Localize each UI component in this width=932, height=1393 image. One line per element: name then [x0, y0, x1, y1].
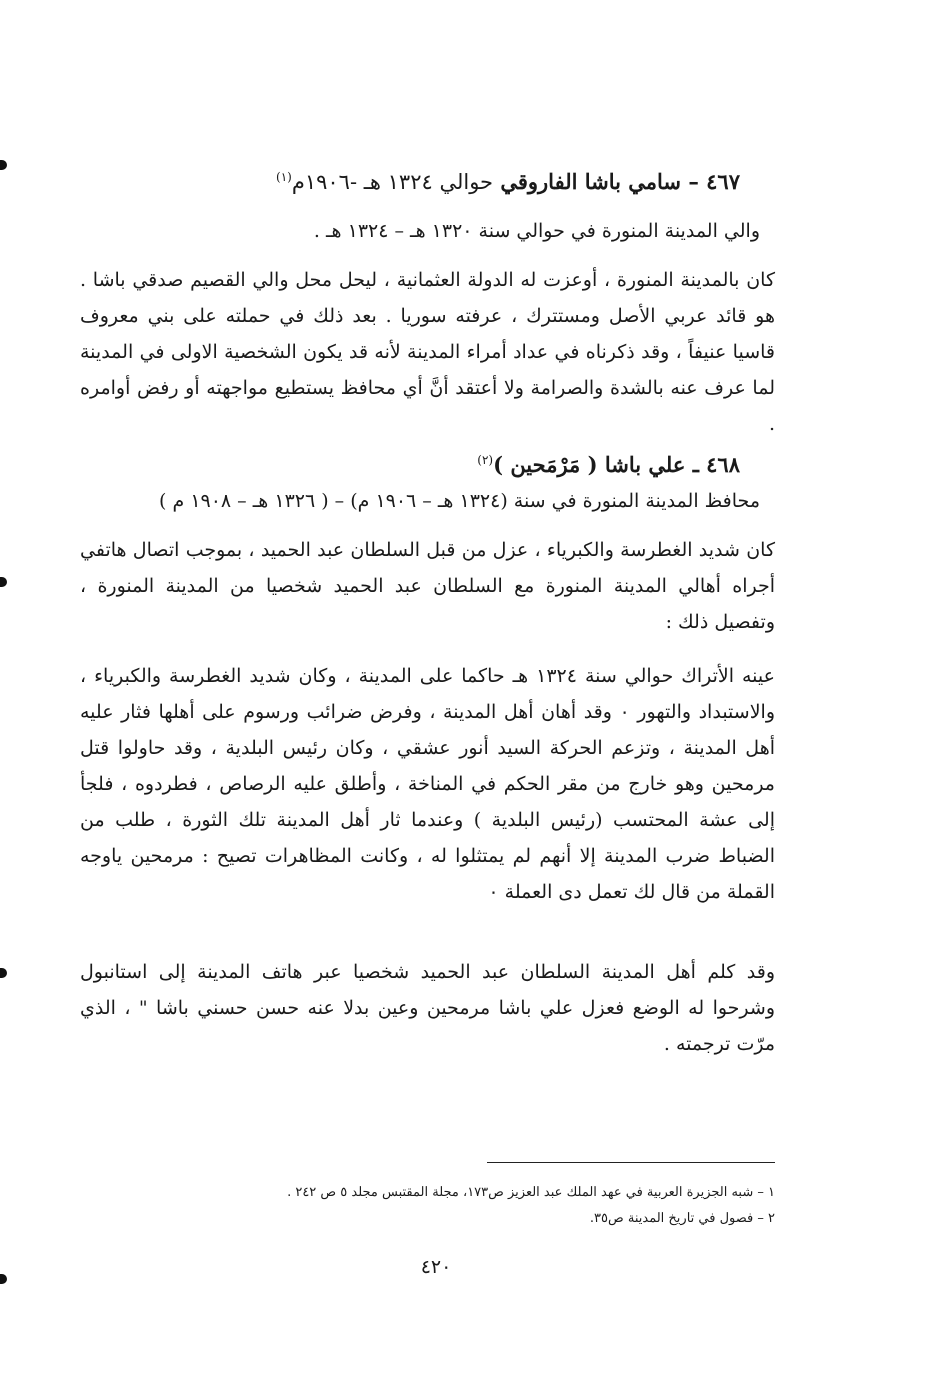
scan-edge-mark: [0, 160, 7, 170]
page-number: ٤٢٠: [420, 1256, 452, 1278]
entry-468-paragraph-3: وقد كلم أهل المدينة السلطان عبد الحميد شخصيا عبر هاتف المدينة إلى استانبول وشرحوا له الوضع فعزل علي باشا مرمحين وعين بدلا عنه حسن حسني باشا " ، الذي مرّت ترجمته .: [80, 961, 775, 1055]
scan-edge-mark: [0, 577, 7, 587]
footnotes: [200, 1180, 775, 1232]
entry-468-subline: محافظ المدينة المنورة في سنة (١٣٢٤ هـ – ١٩٠٦ م) – ( ١٣٢٦ هـ – ١٩٠٨ م ): [159, 490, 760, 512]
entry-467-dates: حوالي ١٣٢٤ هـ -١٩٠٦م: [291, 170, 494, 194]
entry-467-paragraph: كان بالمدينة المنورة ، أوعزت له الدولة العثمانية ، ليحل محل والي القصيم صدقي باشا . هو قائد عربي الأصل ومستترك ، عرفته سوريا . بعد ذلك في حملته على بني معروف قاسيا عنيفاً ، وقد ذكرناه في عداد أمراء المدينة لأنه قد يكون الشخصية الاولى في المدينة لما عرف عنه بالشدة والصرامة ولا أعتقد أنَّ أي محافظ يستطيع مواجهته أو رفض أوامره .: [80, 269, 775, 435]
footnote-1: ١ – شبه الجزيرة العربية في عهد الملك عبد العزيز ص١٧٣، مجلة المقتبس مجلد ٥ ص ٢٤٢ .: [287, 1185, 775, 1200]
entry-468-title: ٤٦٨ ـ علي باشا ( مَرْمَحين ): [493, 452, 740, 477]
entry-468-heading: [180, 443, 740, 482]
footnote-2: ٢ – فصول في تاريخ المدينة ص٣٥.: [589, 1211, 775, 1226]
entry-467-heading: [180, 160, 740, 199]
entry-468-paragraph-2: عينه الأتراك حوالي سنة ١٣٢٤ هـ حاكما على المدينة ، وكان شديد الغطرسة والكبرياء ، والاستبداد والتهور ٠ وقد أهان أهل المدينة ، وفرض ضرائب ورسوم على أهلها فثار عليه أهل المدينة ، وتزعم الحركة السيد أنور عشقي ، وكان رئيس البلدية ، وقد حاولوا قتل مرمحين وهو خارج من مقر الحكم في المناخة ، وأطلق عليه الرصاص ، فطردوه ، فلجأ إلى عشة المحتسب (رئيس البلدية ) وعندما ثار أهل المدينة تلك الثورة ، طلب من الضباط ضرب المدينة إلا أنهم لم يمتثلوا له ، وكانت المظاهرات تصيح : مرمحين ياوجه القملة من قال لك تعمل دى العملة ٠: [80, 665, 775, 903]
entry-467-title: ٤٦٧ – سامي باشا الفاروقي: [500, 169, 740, 194]
footnote-ref-1: (١): [276, 170, 292, 184]
footnote-ref-2: (٢): [477, 453, 494, 467]
scan-edge-mark: [0, 1274, 7, 1284]
entry-468-paragraph-1: كان شديد الغطرسة والكبرياء ، عزل من قبل السلطان عبد الحميد ، بموجب اتصال هاتفي أجراه أهالي المدينة المنورة مع السلطان عبد الحميد شخصيا من المدينة المنورة ، وتفصيل ذلك :: [80, 539, 775, 633]
footnote-separator: [487, 1162, 775, 1163]
entry-467-subline: والي المدينة المنورة في حوالي سنة ١٣٢٠ هـ – ١٣٢٤ هـ .: [313, 220, 760, 242]
scan-edge-mark: [0, 968, 7, 978]
